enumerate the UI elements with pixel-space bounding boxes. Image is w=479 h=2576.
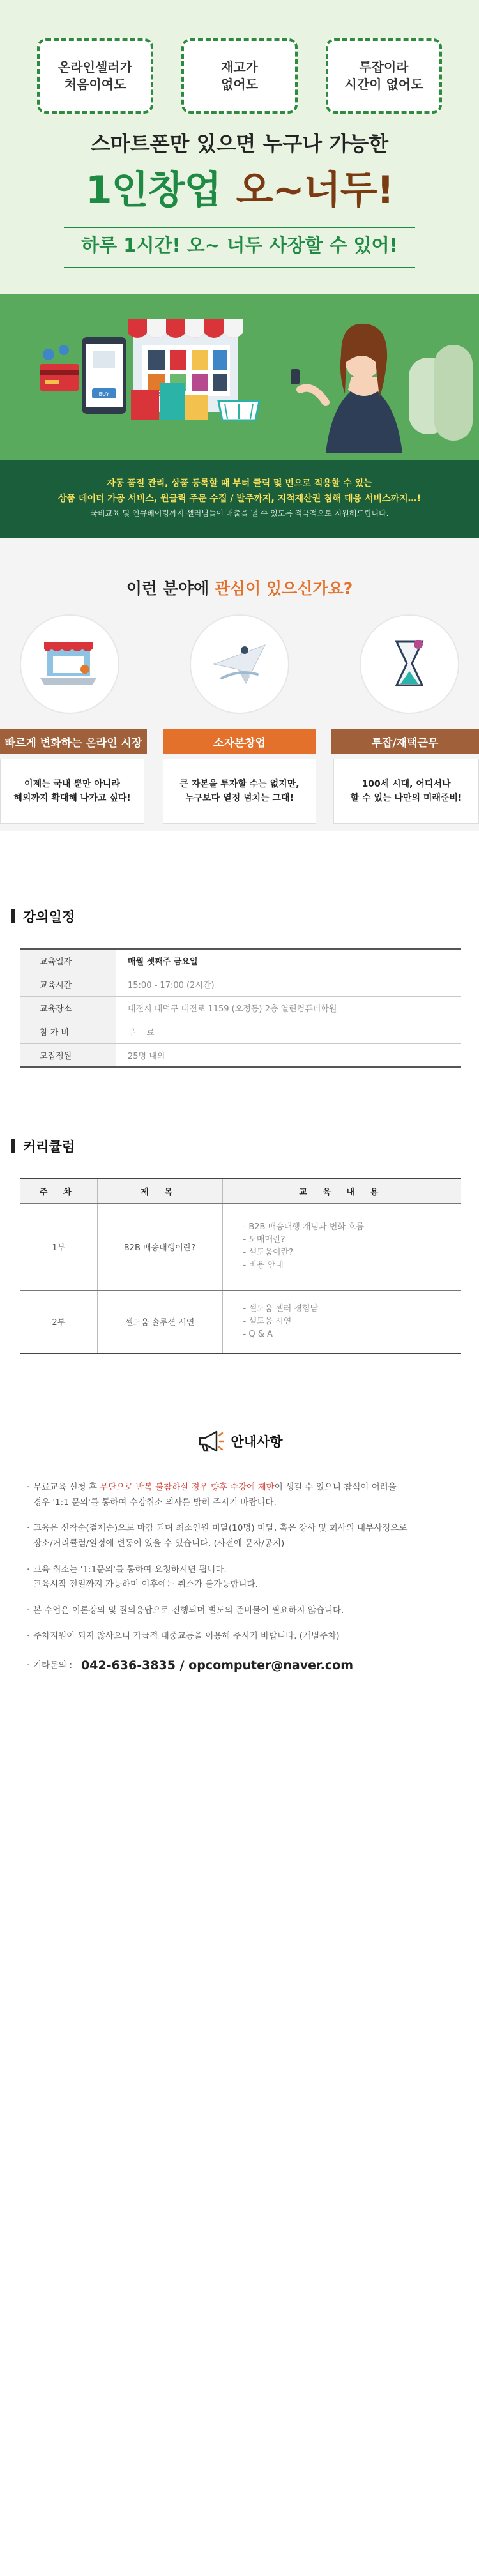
- notice-item: · 교육 취소는 '1:1문의'를 통하여 요청하시면 됩니다. 교육시작 전일까지 가능하며 이후에는 취소가 불가능합니다.: [27, 1563, 468, 1593]
- title-cell: 셀도움 솔루션 시연: [97, 1290, 222, 1354]
- contact-item: [27, 1655, 468, 1676]
- service-info-band: [0, 460, 479, 538]
- table-row: [20, 1290, 461, 1354]
- page-spacer: [0, 831, 479, 2576]
- category-side-job: 투잡/재택근무: [331, 729, 479, 754]
- category-online-market: 빠르게 변화하는 온라인 시장: [0, 729, 147, 754]
- schedule-table: [20, 948, 461, 1068]
- notice-item: · 본 수업은 이론강의 및 질의응답으로 진행되며 별도의 준비물이 필요하지 않습니다.: [27, 1603, 468, 1619]
- hourglass-icon: [361, 616, 458, 713]
- hero-title-brown: 오~너두!: [236, 168, 394, 213]
- hero-badges: [37, 38, 442, 114]
- hero-divider-bottom: [64, 267, 415, 268]
- category-side-job-desc: 100세 시대, 어디서나 할 수 있는 나만의 미래준비!: [333, 759, 479, 824]
- badge-no-time: 투잡이라 시간이 없어도: [326, 38, 442, 114]
- info-line-1: 자동 품절 관리, 상품 등록할 때 부터 클릭 몇 번으로 적용할 수 있는: [107, 478, 372, 489]
- notice-item: · 교육은 선착순(결제순)으로 마감 되며 최소인원 미달(10명) 미달, 혹은 강사 및 회사의 내부사정으로 장소/커리큘럼/일정에 변동이 있을 수 있습니다. (사전에 문자/공지): [27, 1521, 468, 1551]
- coin-icon: [43, 345, 69, 360]
- megaphone-icon: [196, 1430, 224, 1452]
- contact-value: 042-636-3835 / opcomputer@naver.com: [81, 1658, 354, 1672]
- illustration-band: [0, 294, 479, 460]
- contact-label: · 기타문의 :: [33, 1660, 73, 1671]
- content-cell: - 셀도움 셀러 경험담 - 셀도움 시연 - Q & A: [222, 1290, 461, 1354]
- notice-warning-text: 무단으로 반복 불참하실 경우 향후 수강에 제한: [100, 1482, 275, 1492]
- schedule-value: 대전시 대덕구 대전로 1159 (오정동) 2층 열린컴퓨터학원: [116, 996, 461, 1020]
- buy-label: BUY: [98, 391, 110, 397]
- heading-bar: [11, 909, 15, 923]
- notice-heading: [0, 1430, 479, 1452]
- table-row: [20, 1020, 461, 1043]
- table-row: [20, 949, 461, 973]
- interest-title: [0, 576, 479, 599]
- category-small-startup-desc: 큰 자본을 투자할 수는 없지만, 누구보다 열정 넘치는 그대!: [163, 759, 316, 824]
- info-line-3: 국비교육 및 인큐베이팅까지 셀러님들이 매출을 낼 수 있도록 적극적으로 지원해드립니다.: [90, 509, 389, 518]
- info-line-2: 상품 데이터 가공 서비스, 원클릭 주문 수집 / 발주까지, 지적재산권 침해 대응 서비스까지…!: [58, 494, 421, 504]
- curriculum-heading: [11, 1137, 75, 1156]
- table-row: [20, 973, 461, 996]
- week-cell: 1부: [20, 1203, 97, 1290]
- badge-beginner: 온라인셀러가 처음이여도: [37, 38, 153, 114]
- schedule-value: 무 료: [116, 1020, 461, 1043]
- curriculum-table: [20, 1178, 461, 1354]
- credit-card-icon: [40, 364, 79, 391]
- woman-with-phone-illustration: [291, 324, 402, 453]
- interest-section: [0, 538, 479, 831]
- table-row: [20, 996, 461, 1020]
- schedule-heading: [11, 907, 75, 926]
- paper-plane-icon: [191, 616, 288, 713]
- shop-illustration: [0, 294, 479, 460]
- notice-text: 이 생길 수 있으니 참석이 어려울 경우 '1:1 문의'를 통하여 수강취소 의사를 밝혀 주시기 바랍니다.: [33, 1482, 397, 1508]
- schedule-key: 교육장소: [20, 996, 116, 1020]
- schedule-key: 모집정원: [20, 1043, 116, 1067]
- hero-title: [0, 160, 479, 215]
- col-content: 교 육 내 용: [222, 1179, 461, 1203]
- week-cell: 2부: [20, 1290, 97, 1354]
- hero-subtitle: 스마트폰만 있으면 누구나 가능한: [90, 132, 389, 156]
- schedule-value: 25명 내외: [116, 1043, 461, 1067]
- schedule-value: 매월 셋째주 금요일: [116, 949, 461, 973]
- coin-stack-icon: [409, 345, 473, 441]
- laptop-store-icon: [21, 616, 118, 713]
- content-cell: - B2B 배송대행 개념과 변화 흐름 - 도매매란? - 셀도움이란? - 비용 안내: [222, 1203, 461, 1290]
- notice-heading-text: 안내사항: [231, 1434, 283, 1450]
- table-row: [20, 1043, 461, 1067]
- interest-title-accent: 관심이 있으신가요?: [214, 579, 353, 598]
- basket-icon: [218, 401, 259, 420]
- phone-icon: [82, 337, 126, 414]
- hero-tagline: 하루 1시간! 오~ 너두 사장할 수 있어!: [81, 234, 398, 256]
- schedule-key: 교육시간: [20, 973, 116, 996]
- hero-title-green: 1인창업: [85, 168, 221, 213]
- table-row: [20, 1203, 461, 1290]
- col-title: 제 목: [97, 1179, 222, 1203]
- category-small-startup: 소자본창업: [163, 729, 316, 754]
- hero-divider-top: [64, 227, 415, 228]
- table-header-row: [20, 1179, 461, 1203]
- interest-title-prefix: 이런 분야에: [126, 579, 215, 598]
- schedule-value: 15:00 - 17:00 (2시간): [116, 973, 461, 996]
- schedule-key: 교육일자: [20, 949, 116, 973]
- col-week: 주 차: [20, 1179, 97, 1203]
- heading-bar: [11, 1139, 15, 1153]
- notice-item: · 주차지원이 되지 않사오니 가급적 대중교통을 이용해 주시기 바랍니다. (개별주차): [27, 1629, 468, 1644]
- hero-section: [0, 0, 479, 294]
- curriculum-heading-text: 커리큘럼: [23, 1139, 75, 1155]
- schedule-key: 참 가 비: [20, 1020, 116, 1043]
- notice-list: [27, 1480, 468, 1687]
- schedule-heading-text: 강의일정: [23, 909, 75, 925]
- title-cell: B2B 배송대행이란?: [97, 1203, 222, 1290]
- notice-item: [27, 1480, 468, 1510]
- notice-text: 무료교육 신청 후: [33, 1482, 100, 1492]
- badge-no-inventory: 재고가 없어도: [181, 38, 298, 114]
- category-online-market-desc: 이제는 국내 뿐만 아니라 해외까지 확대해 나가고 싶다!: [0, 759, 144, 824]
